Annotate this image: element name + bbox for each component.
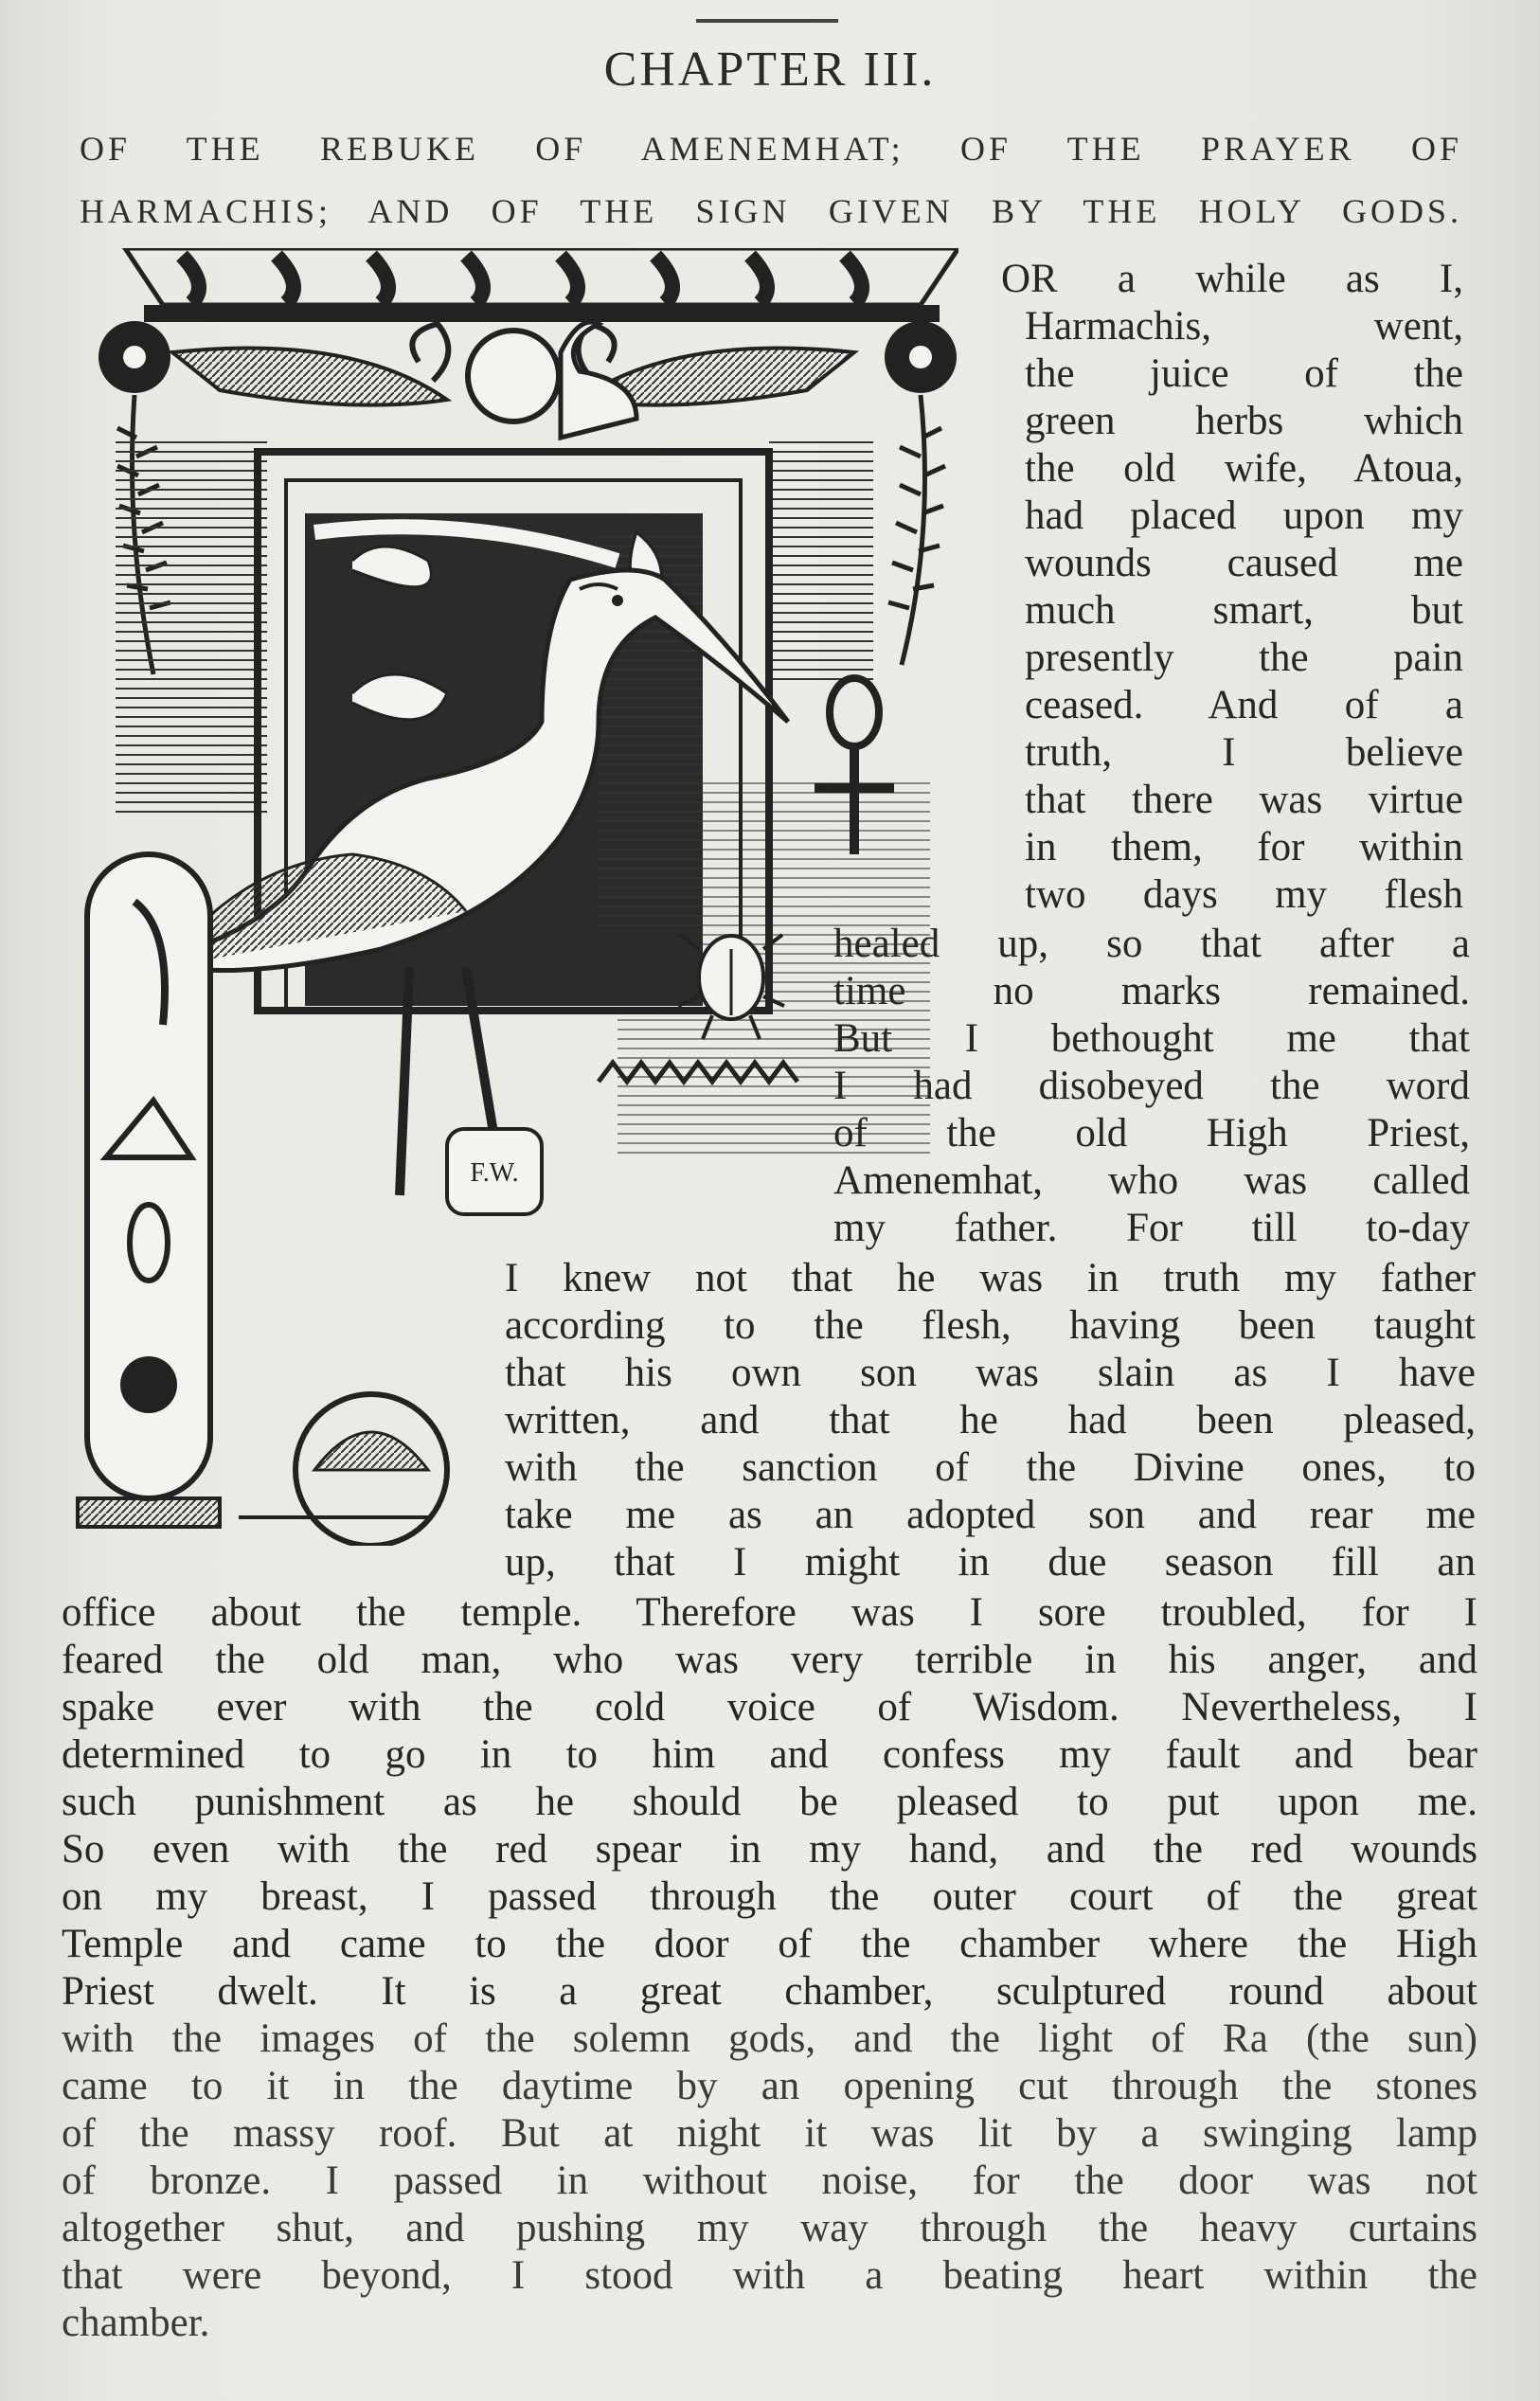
text-line: I had disobeyed the word bbox=[833, 1064, 1470, 1108]
text-line: that were beyond, I stood with a beating heart within the bbox=[62, 2253, 1477, 2298]
text-line: of the old High Priest, bbox=[833, 1111, 1470, 1156]
lotus-roundel bbox=[239, 1394, 447, 1546]
text-line: according to the flesh, having been taught bbox=[505, 1303, 1476, 1348]
text-line: Harmachis, went, bbox=[1025, 304, 1463, 349]
text-line: feared the old man, who was very terrible in his anger, and bbox=[62, 1638, 1477, 1682]
text-line: had placed upon my bbox=[1025, 493, 1463, 538]
text-line: determined to go in to him and confess my fault and bear bbox=[62, 1732, 1477, 1777]
text-line: with the images of the solemn gods, and the light of Ra (the sun) bbox=[62, 2016, 1477, 2061]
winged-sun-disk bbox=[172, 324, 854, 421]
text-line: the old wife, Atoua, bbox=[1025, 446, 1463, 491]
text-line: much smart, but bbox=[1025, 588, 1463, 633]
text-line: wounds caused me bbox=[1025, 541, 1463, 585]
right-rosette bbox=[885, 321, 957, 665]
subtitle-line: HARMACHIS; AND OF THE SIGN GIVEN BY THE HOLY GODS. bbox=[80, 192, 1462, 230]
subtitle-line: OF THE REBUKE OF AMENEMHAT; OF THE PRAYER OF bbox=[80, 130, 1462, 168]
text-line: I knew not that he was in truth my father bbox=[505, 1256, 1476, 1300]
text-line: my father. For till to-day bbox=[833, 1206, 1470, 1250]
text-line: healed up, so that after a bbox=[833, 922, 1470, 966]
text-line: Amenemhat, who was called bbox=[833, 1158, 1470, 1203]
signature-text: F.W. bbox=[470, 1158, 519, 1188]
text-line: came to it in the daytime by an opening cut through the stones bbox=[62, 2064, 1477, 2108]
chapter-subtitle bbox=[80, 117, 1462, 242]
text-line: of bronze. I passed in without noise, for the door was not bbox=[62, 2159, 1477, 2203]
text-line: in them, for within bbox=[1025, 825, 1463, 869]
text-line: ceased. And of a bbox=[1025, 683, 1463, 727]
text-line: truth, I believe bbox=[1025, 730, 1463, 775]
text-line: presently the pain bbox=[1025, 636, 1463, 680]
text-line: written, and that he had been pleased, bbox=[505, 1398, 1476, 1442]
text-line: that there was virtue bbox=[1025, 778, 1463, 822]
text-line: up, that I might in due season fill an bbox=[505, 1540, 1476, 1585]
text-line: that his own son was slain as I have bbox=[505, 1351, 1476, 1395]
text-line: time no marks remained. bbox=[833, 969, 1470, 1013]
text-line: such punishment as he should be pleased to put upon me. bbox=[62, 1780, 1477, 1824]
text-line: with the sanction of the Divine ones, to bbox=[505, 1445, 1476, 1490]
text-line: chamber. bbox=[62, 2301, 210, 2345]
text-line: Priest dwelt. It is a great chamber, sculptured round about bbox=[62, 1969, 1477, 2014]
text-line: Temple and came to the door of the chamber where the High bbox=[62, 1922, 1477, 1966]
text-line: office about the temple. Therefore was I sore troubled, for I bbox=[62, 1590, 1477, 1635]
artist-signature bbox=[447, 1129, 542, 1214]
top-rule bbox=[696, 19, 838, 23]
text-line: altogether shut, and pushing my way through the heavy curtains bbox=[62, 2206, 1477, 2250]
text-line: two days my flesh bbox=[1025, 872, 1463, 917]
cartouche bbox=[78, 854, 220, 1527]
text-line: But I bethought me that bbox=[833, 1016, 1470, 1061]
text-line: OR a while as I, bbox=[1001, 257, 1463, 301]
chapter-title: CHAPTER III. bbox=[603, 43, 937, 97]
temple-cornice bbox=[125, 248, 958, 322]
text-line: take me as an adopted son and rear me bbox=[505, 1493, 1476, 1537]
text-line: green herbs which bbox=[1025, 399, 1463, 443]
text-line: spake ever with the cold voice of Wisdom. Nevertheless, I bbox=[62, 1685, 1477, 1729]
text-line: of the massy roof. But at night it was lit by a swinging lamp bbox=[62, 2111, 1477, 2156]
text-line: So even with the red spear in my hand, and the red wounds bbox=[62, 1827, 1477, 1872]
text-line: on my breast, I passed through the outer court of the great bbox=[62, 1874, 1477, 1919]
text-line: the juice of the bbox=[1025, 351, 1463, 396]
